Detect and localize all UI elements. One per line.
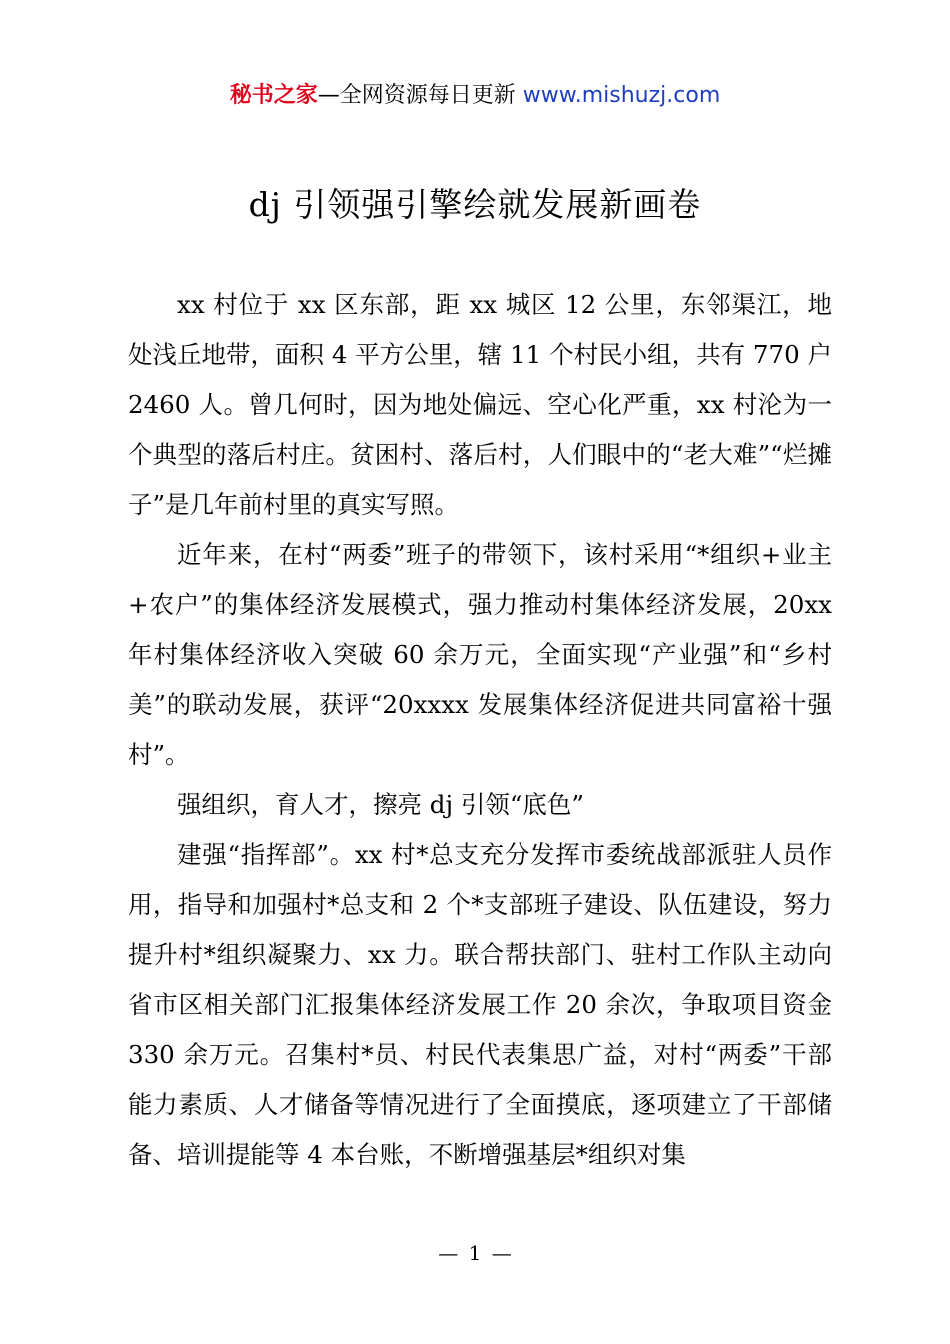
site-url-link[interactable]: www.mishuzj.com	[522, 83, 721, 108]
document-body	[128, 280, 832, 1180]
section-heading: 强组织，育人才，擦亮 dj 引领“底色”	[177, 790, 584, 819]
body-paragraph: 建强“指挥部”。xx 村*总支充分发挥市委统战部派驻人员作用，指导和加强村*总支和 2 个*支部班子建设、队伍建设，努力提升村*组织凝聚力、xx 力。联合帮扶部门、驻村工作队主动向省市区相关部门汇报集体经济发展工作 20 余次，争取项目资金 330 余万元。召集村*员、村民代表集思广益，对村“两委”干部能力素质、人才储备等情况进行了全面摸底，逐项建立了干部储备、培训提能等 4 本台账，不断增强基层*组织对集	[128, 840, 832, 1169]
site-header	[0, 80, 950, 112]
page-number: 1	[468, 1241, 482, 1265]
footer-dash-left: —	[438, 1241, 459, 1265]
brand-name: 秘书之家	[229, 83, 318, 108]
body-paragraph: xx 村位于 xx 区东部，距 xx 城区 12 公里，东邻渠江，地处浅丘地带，面积 4 平方公里，辖 11 个村民小组，共有 770 户 2460 人。曾几何时，因为地处偏远、空心化严重，xx 村沦为一个典型的落后村庄。贫困村、落后村，人们眼中的“老大难”“烂摊子”是几年前村里的真实写照。	[128, 290, 832, 519]
page-footer	[0, 1238, 950, 1268]
header-tagline: —全网资源每日更新	[317, 83, 523, 108]
footer-dash-right: —	[491, 1241, 512, 1265]
body-paragraph: 近年来，在村“两委”班子的带领下，该村采用“*组织+业主+农户”的集体经济发展模式，强力推动村集体经济发展，20xx 年村集体经济收入突破 60 余万元，全面实现“产业强”和“乡村美”的联动发展，获评“20xxxx 发展集体经济促进共同富裕十强村”。	[128, 540, 832, 769]
document-title: dj 引领强引擎绘就发展新画卷	[248, 185, 702, 224]
